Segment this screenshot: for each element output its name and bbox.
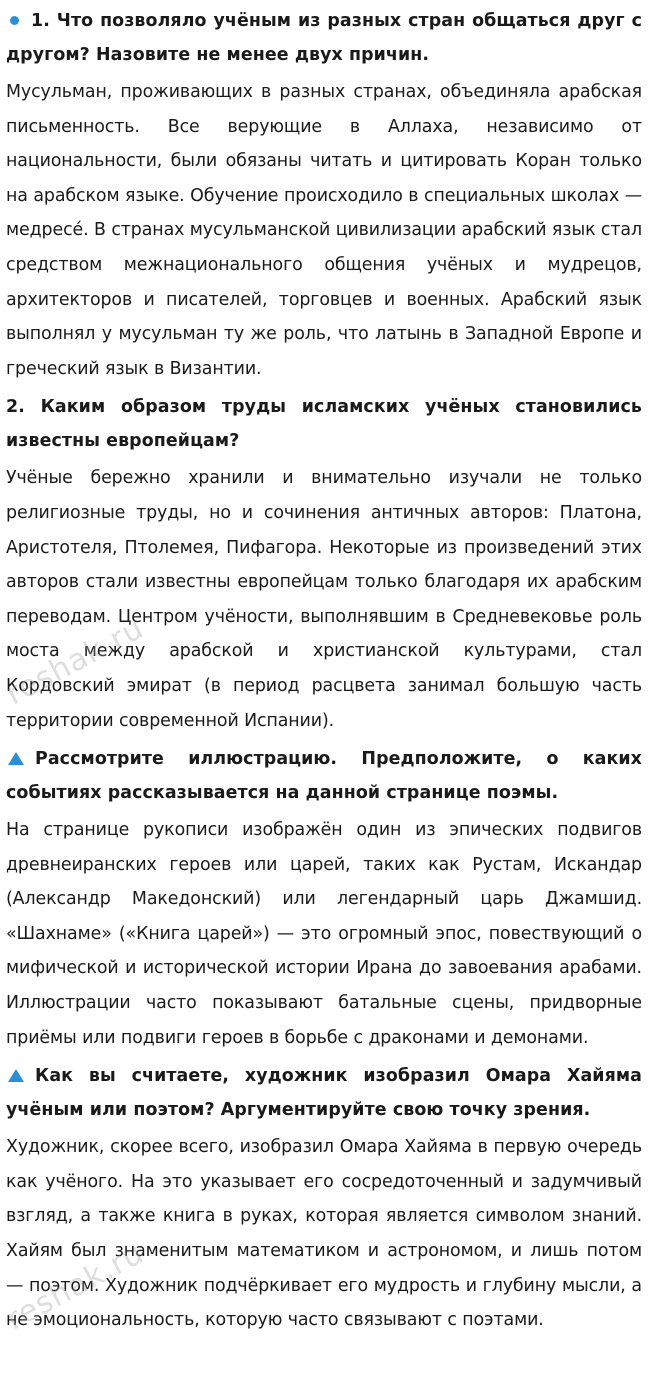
question-1	[6, 4, 642, 72]
triangle-icon	[8, 1069, 24, 1082]
section-4	[6, 1059, 642, 1338]
triangle-icon	[8, 752, 24, 765]
question-2	[6, 390, 642, 458]
section-1	[6, 4, 642, 386]
question-4-text: Как вы считаете, художник изобразил Омара Хайяма учёным или поэтом? Аргументируйте свою точку зрения.	[6, 1066, 642, 1121]
watermark-text: reshak.ru	[0, 610, 150, 713]
question-2-text: 2. Каким образом труды исламских учёных становились известны европейцам?	[6, 397, 642, 452]
question-4	[6, 1059, 642, 1127]
section-2	[6, 390, 642, 738]
section-3	[6, 742, 642, 1055]
answer-3: На странице рукописи изображён один из эпических подвигов древнеиранских героев или царей, таких как Рустам, Искандар (Александр Македонский) или легендарный царь Джамшид. «Шахнаме» («Книга царей») — это огромный эпос, повествующий о мифической и исторической истории Ирана до завоевания арабами. Иллюстрации часто показывают батальные сцены, придворные приёмы или подвиги героев в борьбе с драконами и демонами.	[6, 820, 642, 1048]
question-3	[6, 742, 642, 810]
dot-icon	[10, 16, 19, 25]
answer-1: Мусульман, проживающих в разных странах, объединяла арабская письменность. Все верующие в Аллаха, независимо от национальности, были обязаны читать и цитировать Коран только на арабском языке. Обучение происходило в специальных школах — медресе́. В странах мусульманской цивилизации арабский язык стал средством межнационального общения учёных и мудрецов, архитекторов и писателей, торговцев и военных. Арабский язык выполнял у мусульман ту же роль, что латынь в Западной Европе и греческий язык в Византии.	[6, 82, 642, 379]
answer-4: Художник, скорее всего, изобразил Омара Хайяма в первую очередь как учёного. На это указывает его сосредоточенный и задумчивый взгляд, а также книга в руках, которая является символом знаний. Хайям был знаменитым математиком и астрономом, и лишь потом — поэтом. Художник подчёркивает его мудрость и глубину мысли, а не эмоциональность, которую часто связывают с поэтами.	[6, 1137, 642, 1331]
document	[0, 4, 650, 1338]
question-3-text: Рассмотрите иллюстрацию. Предположите, о каких событиях рассказывается на данной странице поэмы.	[6, 749, 642, 804]
answer-2: Учёные бережно хранили и внимательно изучали не только религиозные труды, но и сочинения античных авторов: Платона, Аристотеля, Птолемея, Пифагора. Некоторые из произведений этих авторов стали известны европейцам только благодаря их арабским переводам. Центром учёности, выполнявшим в Средневековье роль моста между арабской и христианской культурами, стал Кордовский эмират (в период расцвета занимал большую часть территории современной Испании).	[6, 468, 642, 731]
watermark-text: reshak.ru	[0, 1235, 150, 1338]
question-1-text: 1. Что позволяло учёным из разных стран общаться друг с другом? Назовите не менее двух причин.	[6, 11, 642, 65]
